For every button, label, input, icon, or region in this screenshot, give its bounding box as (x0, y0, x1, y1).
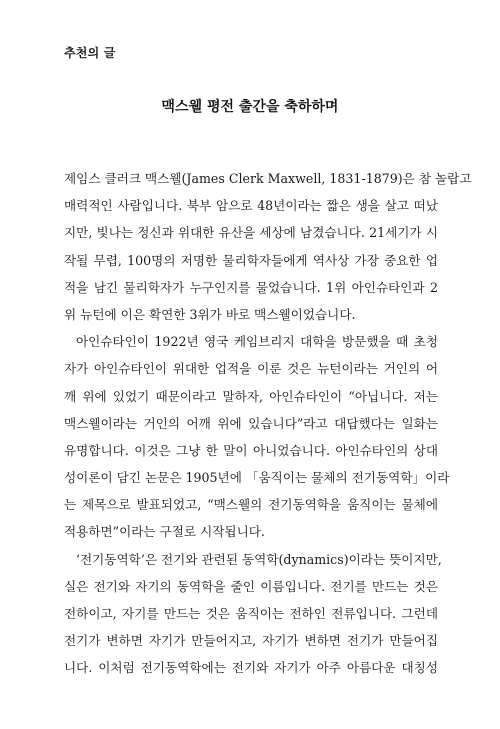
body-line: 깨 위에 있었기 때문이라고 말하자, 아인슈타인이 “아닙니다. 저는 (64, 388, 438, 404)
body-line: 아인슈타인이 1922년 영국 케임브리지 대학을 방문했을 때 초청 (76, 334, 438, 350)
body-line: 매력적인 사람입니다. 북부 암으로 48년이라는 짧은 생을 살고 떠났 (64, 198, 438, 214)
body-line: 작될 무렵, 100명의 저명한 물리학자들에게 역사상 가장 중요한 업 (64, 252, 438, 268)
body-text (64, 165, 472, 682)
body-line: ‘전기동역학’은 전기와 관련된 동역학(dynamics)이라는 뜻이지만, (76, 551, 442, 567)
body-line: 성이론이 담긴 논문은 1905년에 「움직이는 물체의 전기동역학」이라 (64, 470, 450, 486)
chapter-title: 맥스웰 평전 출간을 축하하며 (161, 99, 339, 115)
body-line: 제임스 클러크 맥스웰(James Clerk Maxwell, 1831-1879)은 참 놀랍고 (64, 171, 472, 186)
body-line: 는 제목으로 발표되었고, “맥스웰의 전기동역학을 움직이는 물체에 (64, 497, 438, 513)
body-line: 전기가 변하면 자기가 만들어지고, 자기가 변하면 전기가 만들어집 (64, 633, 438, 649)
section-label: 추천의 글 (64, 46, 116, 60)
body-line: 니다. 이처럼 전기동역학에는 전기와 자기가 아주 아름다운 대칭성 (64, 660, 438, 676)
body-line: 위 뉴턴에 이은 확연한 3위가 바로 맥스웰이었습니다. (64, 306, 356, 322)
body-line: 지만, 빛나는 정신과 위대한 유산을 세상에 남겼습니다. 21세기가 시 (64, 225, 438, 241)
body-line: 전하이고, 자기를 만드는 것은 움직이는 전하인 전류입니다. 그런데 (64, 606, 438, 621)
body-line: 맥스웰이라는 거인의 어깨 위에 있습니다”라고 대답했다는 일화는 (64, 415, 438, 431)
body-line: 실은 전기와 자기의 동역학을 줄인 이름입니다. 전기를 만드는 것은 (64, 578, 438, 594)
body-line: 적을 남긴 물리학자가 누구인지를 물었습니다. 1위 아인슈타인과 2 (64, 279, 438, 295)
body-line: 유명합니다. 이것은 그냥 한 말이 아니었습니다. 아인슈타인의 상대 (64, 442, 438, 458)
body-line: 적용하면”이라는 구절로 시작됩니다. (64, 524, 265, 540)
body-line: 자가 아인슈타인이 위대한 업적을 이룬 것은 뉴턴이라는 거인의 어 (64, 361, 438, 377)
